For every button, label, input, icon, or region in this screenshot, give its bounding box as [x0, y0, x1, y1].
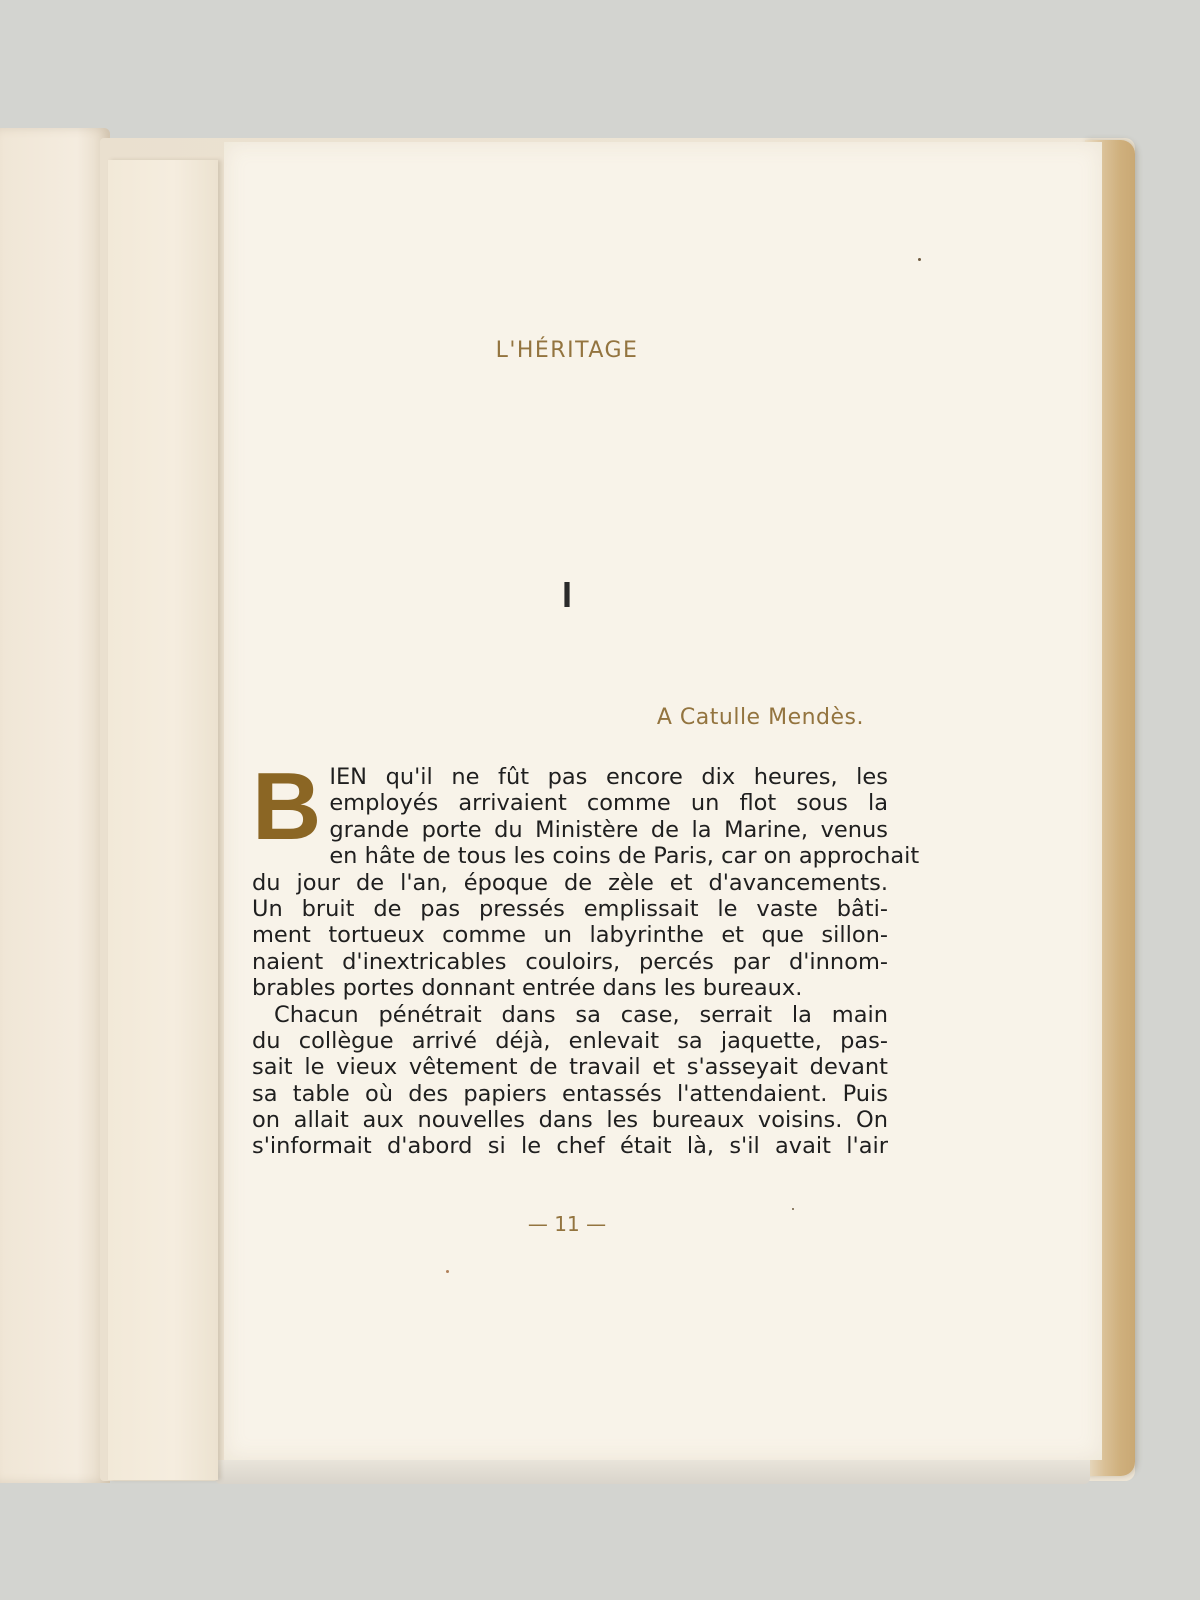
text-line: sa table où des papiers entassés l'attendaient. Puis — [252, 1080, 888, 1107]
chapter-number: I — [561, 574, 572, 615]
page-edges-bottom — [215, 1460, 1090, 1484]
paper-speck — [792, 1208, 794, 1210]
book-page — [224, 142, 1102, 1460]
text-line: s'informait d'abord si le chef était là, s'il avait l'air — [252, 1133, 888, 1160]
drop-cap: B — [252, 753, 322, 860]
left-page-edge — [0, 128, 110, 1483]
text-line: IEN qu'il ne fût pas encore dix heures, les — [329, 764, 888, 790]
text-line: du jour de l'an, époque de zèle et d'avancements. — [252, 869, 888, 896]
dedication: A Catulle Mendès. — [656, 705, 864, 730]
paper-strip — [108, 160, 218, 1480]
body-text — [252, 753, 920, 1160]
text-line: employés arrivaient comme un flot sous la — [329, 790, 888, 817]
text-line: ment tortueux comme un labyrinthe et que sillon- — [252, 922, 888, 949]
text-line: du collègue arrivé déjà, enlevait sa jaquette, pas- — [252, 1027, 888, 1054]
text-line: naient d'inextricables couloirs, percés par d'innom- — [252, 948, 888, 975]
text-line: brables portes donnant entrée dans les bureaux. — [252, 975, 803, 1002]
paper-speck — [918, 258, 921, 261]
paper-speck — [446, 1270, 449, 1273]
text-line: sait le vieux vêtement de travail et s'asseyait devant — [252, 1054, 888, 1081]
page-number: — 11 — — [527, 1212, 607, 1236]
text-line: on allait aux nouvelles dans les bureaux voisins. On — [252, 1107, 888, 1134]
text-line: Chacun pénétrait dans sa case, serrait la main — [274, 1001, 888, 1028]
text-line: en hâte de tous les coins de Paris, car on approchait — [329, 843, 920, 870]
running-head: L'HÉRITAGE — [495, 338, 639, 363]
text-line: Un bruit de pas pressés emplissait le vaste bâti- — [252, 895, 888, 922]
text-line: grande porte du Ministère de la Marine, venus — [329, 816, 888, 843]
